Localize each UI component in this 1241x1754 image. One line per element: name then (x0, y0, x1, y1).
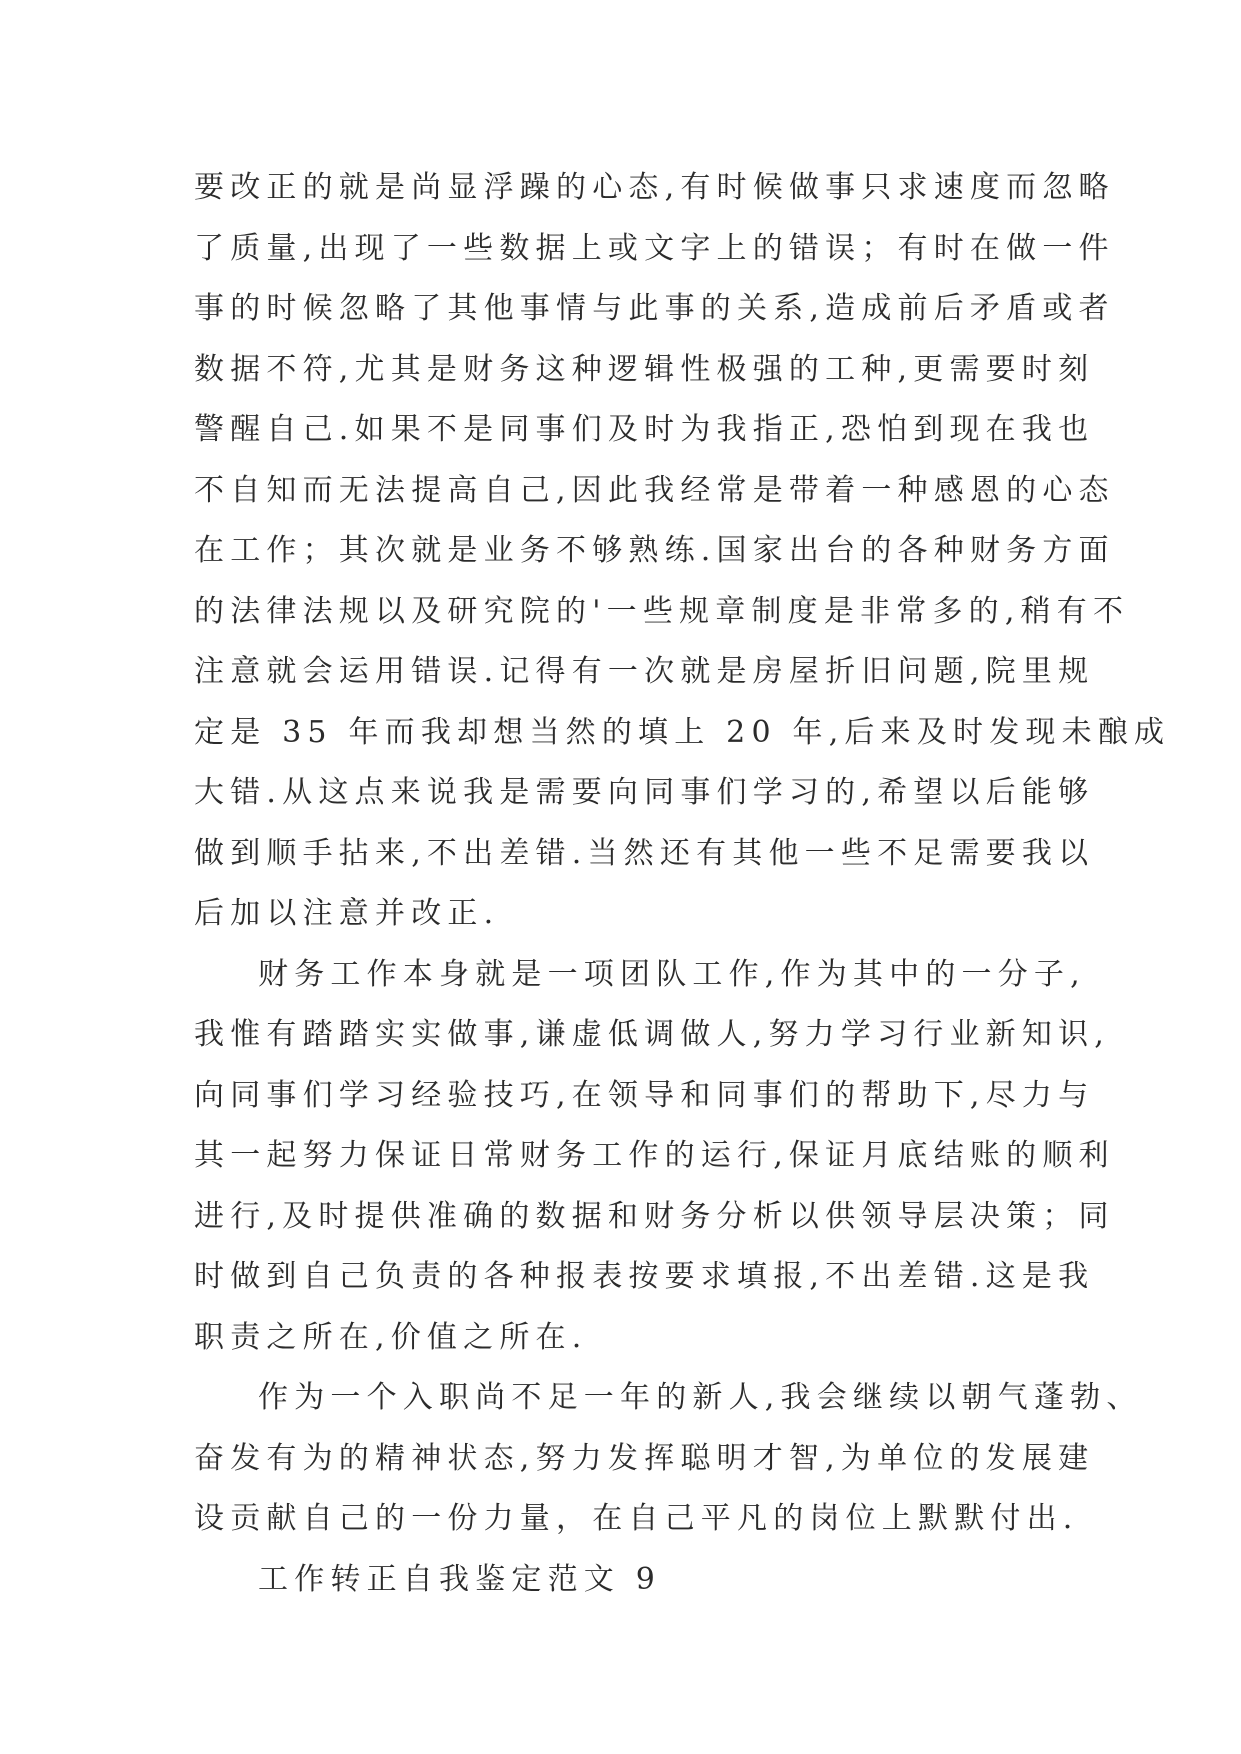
text-line: 注意就会运用错误.记得有一次就是房屋折旧问题,院里规 (194, 654, 1095, 689)
text-line: 向同事们学习经验技巧,在领导和同事们的帮助下,尽力与 (194, 1077, 1095, 1113)
document-body (194, 158, 1171, 1610)
text-line: 我惟有踏踏实实做事,谦虚低调做人,努力学习行业新知识, (194, 1017, 1111, 1052)
text-line: 不自知而无法提高自己,因此我经常是带着一种感恩的心态 (194, 472, 1115, 508)
text-line: 大错.从这点来说我是需要向同事们学习的,希望以后能够 (194, 775, 1095, 810)
text-line: 做到顺手拈来,不出差错.当然还有其他一些不足需要我以 (194, 835, 1095, 871)
text-line: 进行,及时提供准确的数据和财务分析以供领导层决策；同 (194, 1198, 1115, 1234)
text-line: 财务工作本身就是一项团队工作,作为其中的一分子, (258, 956, 1086, 992)
paragraph-3 (194, 1368, 1143, 1550)
text-line: 要改正的就是尚显浮躁的心态,有时候做事只求速度而忽略 (194, 170, 1115, 205)
text-line: 后加以注意并改正. (194, 896, 500, 931)
paragraph-1 (194, 158, 1171, 945)
text-line: 其一起努力保证日常财务工作的运行,保证月底结账的顺利 (194, 1138, 1115, 1173)
section-heading: 工作转正自我鉴定范文 9 (258, 1561, 662, 1597)
paragraph-2 (194, 945, 1115, 1369)
text-line: 时做到自己负责的各种报表按要求填报,不出差错.这是我 (194, 1259, 1095, 1294)
text-line: 警醒自己.如果不是同事们及时为我指正,恐怕到现在我也 (194, 412, 1095, 447)
text-line: 设贡献自己的一份力量，在自己平凡的岗位上默默付出. (194, 1501, 1079, 1536)
text-line: 职责之所在,价值之所在. (194, 1319, 588, 1355)
text-line: 定是 35 年而我却想当然的填上 20 年,后来及时发现未酿成 (194, 714, 1171, 750)
text-line: 事的时候忽略了其他事情与此事的关系,造成前后矛盾或者 (194, 291, 1115, 326)
text-line: 的法律法规以及研究院的'一些规章制度是非常多的,稍有不 (194, 593, 1130, 629)
text-line: 数据不符,尤其是财务这种逻辑性极强的工种,更需要时刻 (194, 351, 1095, 387)
text-line: 奋发有为的精神状态,努力发挥聪明才智,为单位的发展建 (194, 1440, 1095, 1476)
text-line: 了质量,出现了一些数据上或文字上的错误；有时在做一件 (194, 230, 1115, 266)
text-line: 在工作；其次就是业务不够熟练.国家出台的各种财务方面 (194, 533, 1115, 568)
text-line: 作为一个入职尚不足一年的新人,我会继续以朝气蓬勃、 (258, 1380, 1143, 1415)
